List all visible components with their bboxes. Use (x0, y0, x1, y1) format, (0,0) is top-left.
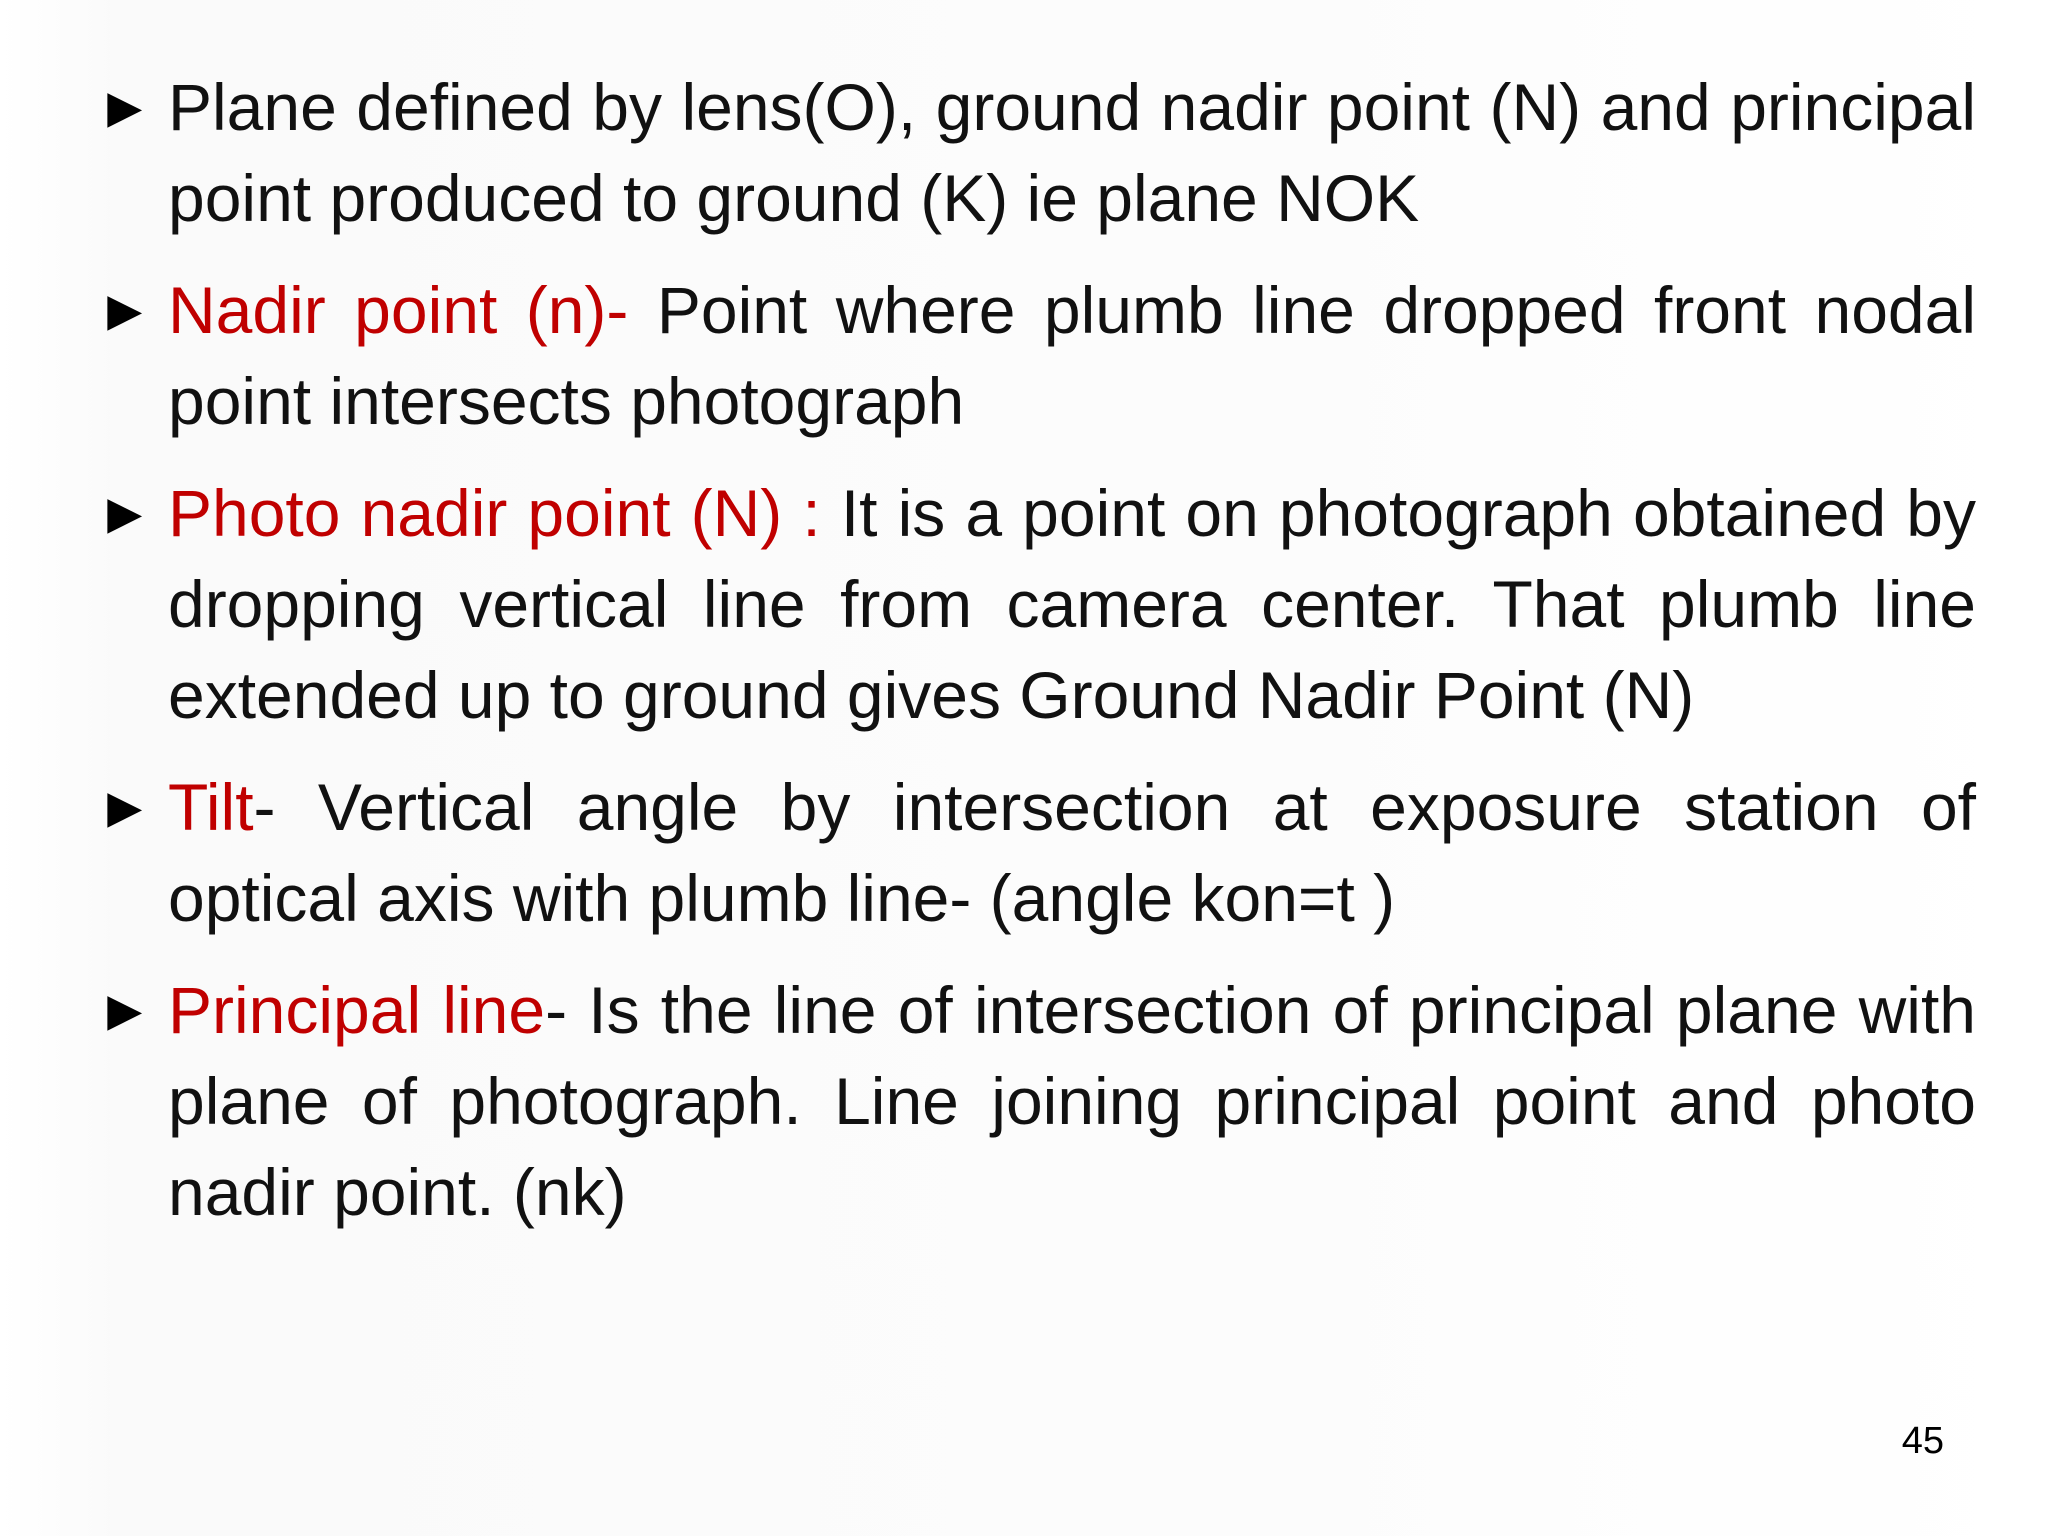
bullet-item-tilt (96, 762, 1976, 944)
bullet-list (96, 62, 1976, 1259)
bullet-item-principal-line (96, 965, 1976, 1238)
bullet-term: Tilt (168, 770, 254, 844)
bullet-item-nadir-point (96, 265, 1976, 447)
bullet-text: It is a point on photograph obtained by dropping vertical line from camera center. That plumb line extended up to ground gives Ground Nadir Point (N) (168, 476, 1976, 732)
bullet-text: Plane defined by lens(O), ground nadir point (N) and principal point produced to ground (K) ie plane NOK (168, 70, 1976, 235)
bullet-term: Principal line (168, 973, 546, 1047)
triangle-bullet-icon: ► (96, 775, 154, 840)
triangle-bullet-icon: ► (96, 278, 154, 343)
triangle-bullet-icon: ► (96, 481, 154, 546)
bullet-item-plane-nok (96, 62, 1976, 244)
bullet-text: - Is the line of intersection of principal plane with plane of photograph. Line joining principal point and photo nadir point. (nk) (168, 973, 1977, 1229)
triangle-bullet-icon: ► (96, 978, 154, 1043)
bullet-text: Point where plumb line dropped front nodal point intersects photograph (168, 273, 1976, 438)
bullet-term: Photo nadir point (N) : (168, 476, 821, 550)
bullet-text: - Vertical angle by intersection at exposure station of optical axis with plumb line- (angle kon=t ) (168, 770, 1976, 935)
page-number: 45 (1901, 1420, 1944, 1462)
bullet-term: Nadir point (n)- (168, 273, 629, 347)
bullet-item-photo-nadir-point (96, 468, 1976, 741)
triangle-bullet-icon: ► (96, 75, 154, 140)
